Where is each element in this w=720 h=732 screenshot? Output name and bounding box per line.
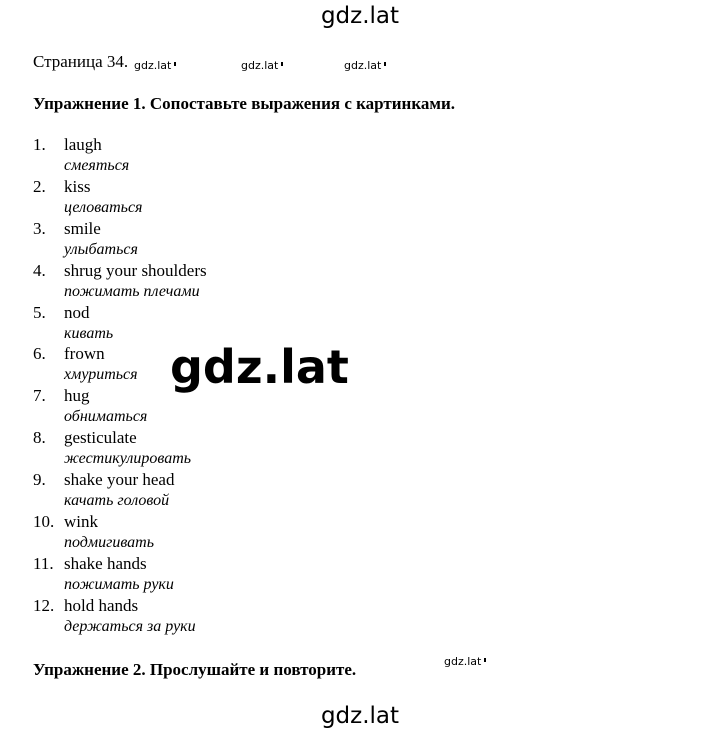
exercise2-title: Упражнение 2. Прослушайте и повторите.	[33, 660, 357, 679]
russian-translation: кивать	[64, 324, 114, 342]
russian-translation: подмигивать	[64, 534, 155, 552]
watermark-small: gdz.lat	[241, 59, 283, 72]
item-number: 7.	[33, 386, 46, 406]
item-number: 2.	[33, 176, 46, 196]
russian-translation: пожимать руки	[64, 575, 174, 593]
english-term: shake your head	[64, 470, 175, 490]
english-term: shake hands	[64, 553, 147, 573]
russian-translation: целоваться	[64, 198, 143, 216]
item-number: 6.	[33, 344, 46, 364]
russian-translation: смеяться	[64, 157, 130, 174]
watermark-center: gdz.lat	[170, 340, 349, 394]
item-number: 1.	[33, 135, 46, 154]
russian-translation: улыбаться	[64, 240, 138, 258]
item-number: 12.	[33, 595, 55, 615]
watermark-small: gdz.lat	[444, 655, 486, 668]
russian-translation: обниматься	[64, 408, 148, 426]
english-term: nod	[64, 302, 90, 322]
item-number: 8.	[33, 428, 46, 448]
english-term: frown	[64, 344, 105, 364]
english-term: hold hands	[64, 595, 139, 615]
russian-translation: пожимать плечами	[64, 282, 200, 300]
russian-translation: держаться за руки	[64, 617, 196, 635]
item-number: 10.	[33, 512, 55, 532]
english-term: laugh	[64, 135, 102, 154]
russian-translation: хмуриться	[64, 366, 138, 384]
exercise1-title: Упражнение 1. Сопоставьте выражения с картинками.	[33, 94, 455, 113]
english-term: gesticulate	[64, 428, 137, 448]
russian-translation: качать головой	[64, 492, 170, 510]
english-term: hug	[64, 386, 90, 406]
item-number: 4.	[33, 260, 46, 280]
english-term: wink	[64, 512, 98, 532]
watermark-small: gdz.lat	[344, 59, 386, 72]
english-term: shrug your shoulders	[64, 260, 207, 280]
item-number: 9.	[33, 470, 46, 490]
watermark-top: gdz.lat	[320, 3, 400, 29]
english-term: kiss	[64, 176, 91, 196]
item-number: 5.	[33, 302, 46, 322]
english-term: smile	[64, 218, 101, 238]
watermark-bottom: gdz.lat	[320, 703, 400, 729]
russian-translation: жестикулировать	[64, 450, 192, 468]
watermark-small: gdz.lat	[134, 59, 176, 72]
page-number: Страница 34.	[33, 52, 129, 71]
item-number: 3.	[33, 218, 46, 238]
item-number: 11.	[33, 553, 54, 573]
